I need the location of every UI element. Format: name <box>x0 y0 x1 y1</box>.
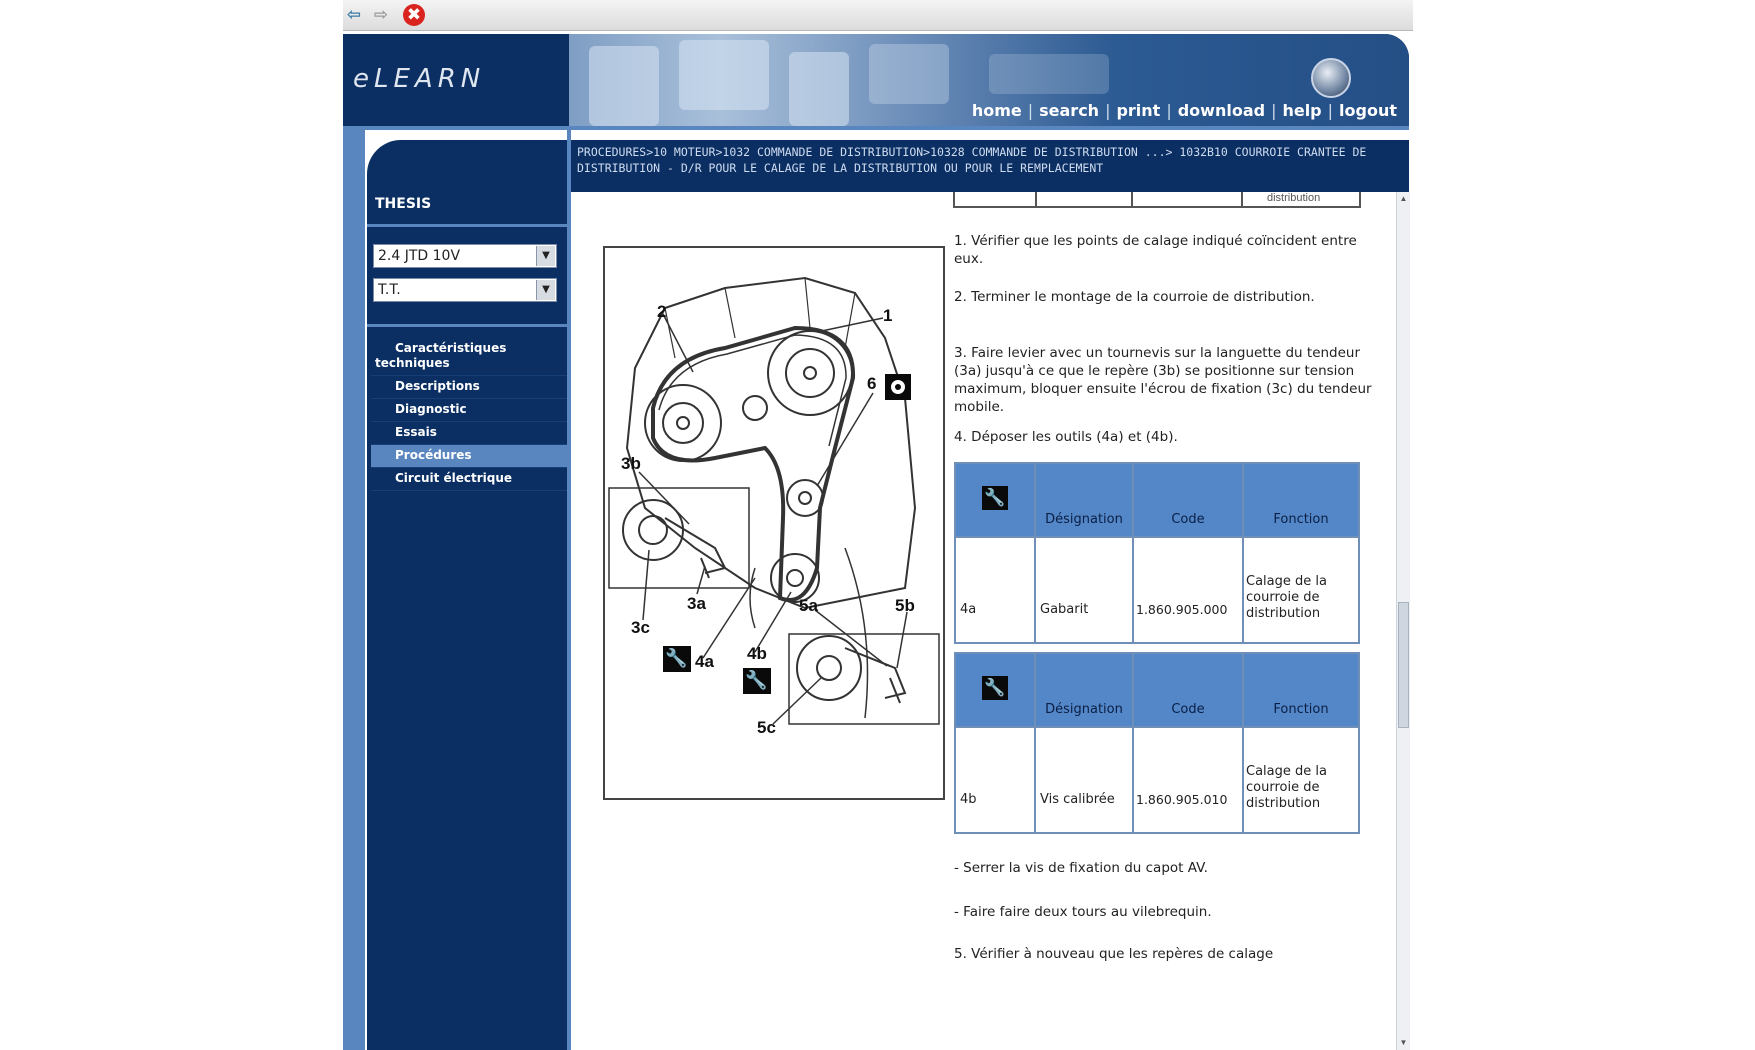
stop-button[interactable] <box>403 4 425 26</box>
left-accent-bar <box>343 130 365 1050</box>
browser-window <box>343 0 1413 1050</box>
tool-designation: Gabarit <box>1040 602 1089 617</box>
site-header <box>343 34 1409 126</box>
diagram-label-3c: 3c <box>631 618 650 637</box>
sidebar-item-caracteristiques[interactable]: Caractéristiques techniques <box>371 338 567 376</box>
diagram-label-2: 2 <box>657 302 667 321</box>
engine-select[interactable] <box>373 244 557 268</box>
top-navigation: home | search | print | download | help | logout <box>971 101 1397 120</box>
previous-table-cell: distribution <box>1267 192 1321 204</box>
tool-table-4a <box>954 462 1360 644</box>
diagram-label-5b: 5b <box>895 596 915 615</box>
brand-emblem-icon <box>1311 58 1351 98</box>
nav-home-link[interactable]: home <box>971 101 1022 120</box>
variant-select[interactable] <box>373 278 557 302</box>
sidebar-item-diagnostic[interactable]: Diagnostic <box>371 399 567 422</box>
step-3: 3. Faire levier avec un tournevis sur la languette du tendeur (3a) jusqu'à ce que le repère (3b) se positionne sur tension maximum, bloquer ensuite l'écrou de fixation (3c) du tendeur mobile. <box>954 345 1372 415</box>
nav-print-link[interactable]: print <box>1116 101 1161 120</box>
step-5: 5. Vérifier à nouveau que les repères de calage <box>954 946 1274 962</box>
previous-table-fragment <box>953 192 1361 208</box>
tool-code: 1.860.905.010 <box>1136 792 1228 807</box>
sidebar-divider <box>367 324 567 327</box>
nav-download-link[interactable]: download <box>1177 101 1266 120</box>
diagram-label-4a: 4a <box>695 652 714 671</box>
wrench-icon: 🔧 <box>745 670 768 690</box>
diagram-label-3a: 3a <box>687 594 706 613</box>
step-1: 1. Vérifier que les points de calage indiqué coïncident entre eux. <box>954 233 1357 267</box>
tool-code: 1.860.905.000 <box>1136 602 1228 617</box>
variant-select-value: T.T. <box>378 282 401 298</box>
sidebar-item-descriptions[interactable]: Descriptions <box>371 376 567 399</box>
content-scrollbar[interactable] <box>1396 192 1410 1050</box>
diagram-label-5a: 5a <box>799 596 818 615</box>
nav-search-link[interactable]: search <box>1039 101 1100 120</box>
sidebar-item-procedures[interactable]: Procédures <box>371 445 567 468</box>
browser-toolbar <box>343 0 1413 31</box>
engine-drawing <box>605 248 943 798</box>
header-fonction: Fonction <box>1273 702 1329 717</box>
diagram-label-5c: 5c <box>757 718 776 737</box>
note-serrer-vis: - Serrer la vis de fixation du capot AV. <box>954 860 1208 876</box>
tool-fonction: Calage de la courroie de distribution <box>1246 574 1327 621</box>
header-fonction: Fonction <box>1273 512 1329 527</box>
diagram-label-4b: 4b <box>747 644 767 663</box>
header-designation: Désignation <box>1045 512 1123 527</box>
arrow-right-icon: ⇨ <box>373 5 389 25</box>
scrollbar-thumb[interactable] <box>1398 602 1409 728</box>
scroll-up-icon[interactable]: ▲ <box>1399 194 1408 203</box>
elearn-logo[interactable]: eLEARN <box>353 64 486 94</box>
note-tours-vilebrequin: - Faire faire deux tours au vilebrequin. <box>954 904 1212 920</box>
step-2: 2. Terminer le montage de la courroie de distribution. <box>954 289 1315 305</box>
header-divider <box>343 126 1409 130</box>
chevron-down-icon[interactable]: ▼ <box>536 246 555 266</box>
back-button[interactable] <box>343 4 365 26</box>
tool-fonction: Calage de la courroie de distribution <box>1246 764 1327 811</box>
timing-belt-diagram <box>603 246 945 800</box>
sidebar-divider <box>367 224 567 227</box>
diagram-label-1: 1 <box>883 306 893 325</box>
sidebar-item-essais[interactable]: Essais <box>371 422 567 445</box>
tool-ref: 4b <box>960 792 977 807</box>
breadcrumb[interactable]: PROCEDURES>10 MOTEUR>1032 COMMANDE DE DISTRIBUTION>10328 COMMANDE DE DISTRIBUTION ...> 1032B10 COURROIE CRANTEE DE DISTRIBUTION - D/R POUR LE CALAGE DE LA DISTRIBUTION OU POUR LE REMPLACEMENT <box>571 140 1409 192</box>
header-designation: Désignation <box>1045 702 1123 717</box>
sidebar-nav <box>371 338 567 491</box>
sidebar <box>367 140 567 1020</box>
tool-designation: Vis calibrée <box>1040 792 1115 807</box>
wrench-icon: 🔧 <box>982 676 1008 700</box>
arrow-left-icon: ⇦ <box>346 5 362 25</box>
main-content <box>571 192 1396 1050</box>
header-code: Code <box>1171 512 1205 527</box>
model-title: THESIS <box>375 196 432 212</box>
chevron-down-icon[interactable]: ▼ <box>536 280 555 300</box>
engine-select-value: 2.4 JTD 10V <box>378 248 461 264</box>
scroll-down-icon[interactable]: ▼ <box>1399 1038 1408 1047</box>
wrench-icon: 🔧 <box>982 486 1008 510</box>
tool-table-4b <box>954 652 1360 834</box>
diagram-label-3b: 3b <box>621 454 641 473</box>
nav-help-link[interactable]: help <box>1282 101 1322 120</box>
forward-button[interactable] <box>370 4 392 26</box>
tool-ref: 4a <box>960 602 977 617</box>
nav-logout-link[interactable]: logout <box>1339 101 1397 120</box>
sidebar-item-circuit-electrique[interactable]: Circuit électrique <box>371 468 567 491</box>
diagram-label-6: 6 <box>867 374 877 393</box>
wrench-icon: 🔧 <box>665 648 688 668</box>
header-code: Code <box>1171 702 1205 717</box>
sidebar-footer <box>367 1020 567 1050</box>
stop-icon: ✖ <box>406 5 422 25</box>
step-4: 4. Déposer les outils (4a) et (4b). <box>954 429 1178 445</box>
